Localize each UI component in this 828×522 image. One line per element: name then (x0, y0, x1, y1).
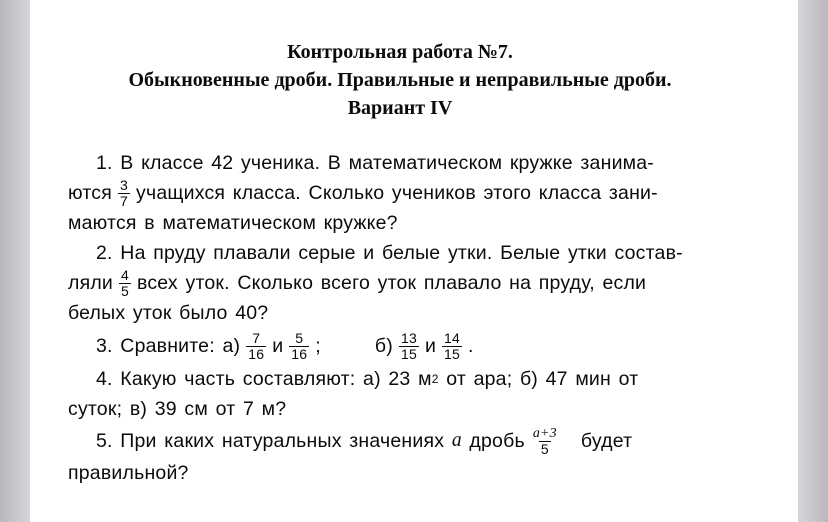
fraction-numerator: 3 (120, 176, 129, 193)
fraction-denominator: 5 (121, 282, 130, 299)
task5-variable: a (451, 430, 462, 451)
task1-fraction (118, 178, 130, 209)
task2-line2 (68, 268, 780, 298)
task4-text-2: суток; в) 39 см от 7 м? (68, 397, 287, 420)
task1-text-2b: учащихся класса. Сколько учеников этого класса зани- (136, 181, 658, 204)
fraction-numerator: a+3 (532, 425, 557, 441)
task3-prefix: 3. Сравните: а) (96, 334, 241, 357)
task1-line3 (68, 208, 780, 238)
task4-text-1b: от ара; б) 47 мин от (446, 367, 639, 390)
right-page-edge (798, 0, 828, 522)
fraction-numerator: 5 (295, 329, 304, 346)
task3-line (68, 328, 780, 364)
task2-line1 (68, 238, 780, 268)
test-topic: Обыкновенные дроби. Правильные и неправильные дроби. (128, 69, 672, 91)
task1-text-2a: ются (68, 181, 113, 204)
task4-line1 (68, 364, 780, 394)
fraction-denominator: 16 (291, 345, 308, 362)
task5-text-2: правильной? (68, 461, 189, 484)
fraction-denominator: 16 (248, 345, 265, 362)
task1-text-3: маются в математическом кружке? (68, 211, 398, 234)
task1-line1 (68, 148, 780, 178)
task5-fraction (531, 426, 559, 457)
task5-text-1c: будет (580, 429, 633, 452)
left-page-edge (0, 0, 30, 522)
fraction-numerator: 4 (121, 266, 130, 283)
task3-and: и (424, 334, 437, 357)
task5-text-1a: 5. При каких натуральных значениях (96, 429, 445, 452)
fraction-numerator: 14 (444, 329, 461, 346)
task5-line2 (68, 458, 780, 488)
fraction-denominator: 5 (540, 440, 549, 457)
fraction-denominator: 7 (120, 192, 129, 209)
task3-separator: ; (315, 334, 321, 357)
fraction-denominator: 15 (400, 345, 417, 362)
task3-and: и (272, 334, 284, 357)
worksheet-page (30, 0, 798, 522)
task2-line3 (68, 298, 780, 328)
fraction-numerator: 7 (252, 329, 261, 346)
test-title: Контрольная работа №7. (287, 41, 513, 63)
worksheet-header (30, 38, 770, 122)
task3-fraction-a1 (246, 331, 266, 362)
task3-fraction-a2 (289, 331, 309, 362)
tasks (68, 148, 780, 488)
fraction-numerator: 13 (400, 329, 417, 346)
task2-text-1: 2. На пруду плавали серые и белые утки. Белые утки состав- (96, 241, 683, 264)
task5-text-1b: дробь (469, 429, 525, 452)
task5-line1 (68, 424, 780, 458)
task4-text-1a: 4. Какую часть составляют: а) 23 м (96, 367, 432, 390)
task1-text-1: 1. В классе 42 ученика. В математическом кружке занима- (96, 151, 655, 174)
task3-fraction-b2 (442, 331, 462, 362)
task3-b-label: б) (374, 334, 393, 357)
task2-text-2b: всех уток. Сколько всего уток плавало на пруду, если (137, 271, 647, 294)
task4-exponent: 2 (431, 372, 439, 386)
task1-line2 (68, 178, 780, 208)
test-variant: Вариант IV (347, 97, 453, 119)
task2-fraction (119, 268, 131, 299)
task4-line2 (68, 394, 780, 424)
fraction-denominator: 15 (444, 345, 461, 362)
task2-text-2a: ляли (68, 271, 114, 294)
task3-fraction-b1 (399, 331, 419, 362)
task3-end: . (468, 334, 474, 357)
task2-text-3: белых уток было 40? (68, 301, 269, 324)
